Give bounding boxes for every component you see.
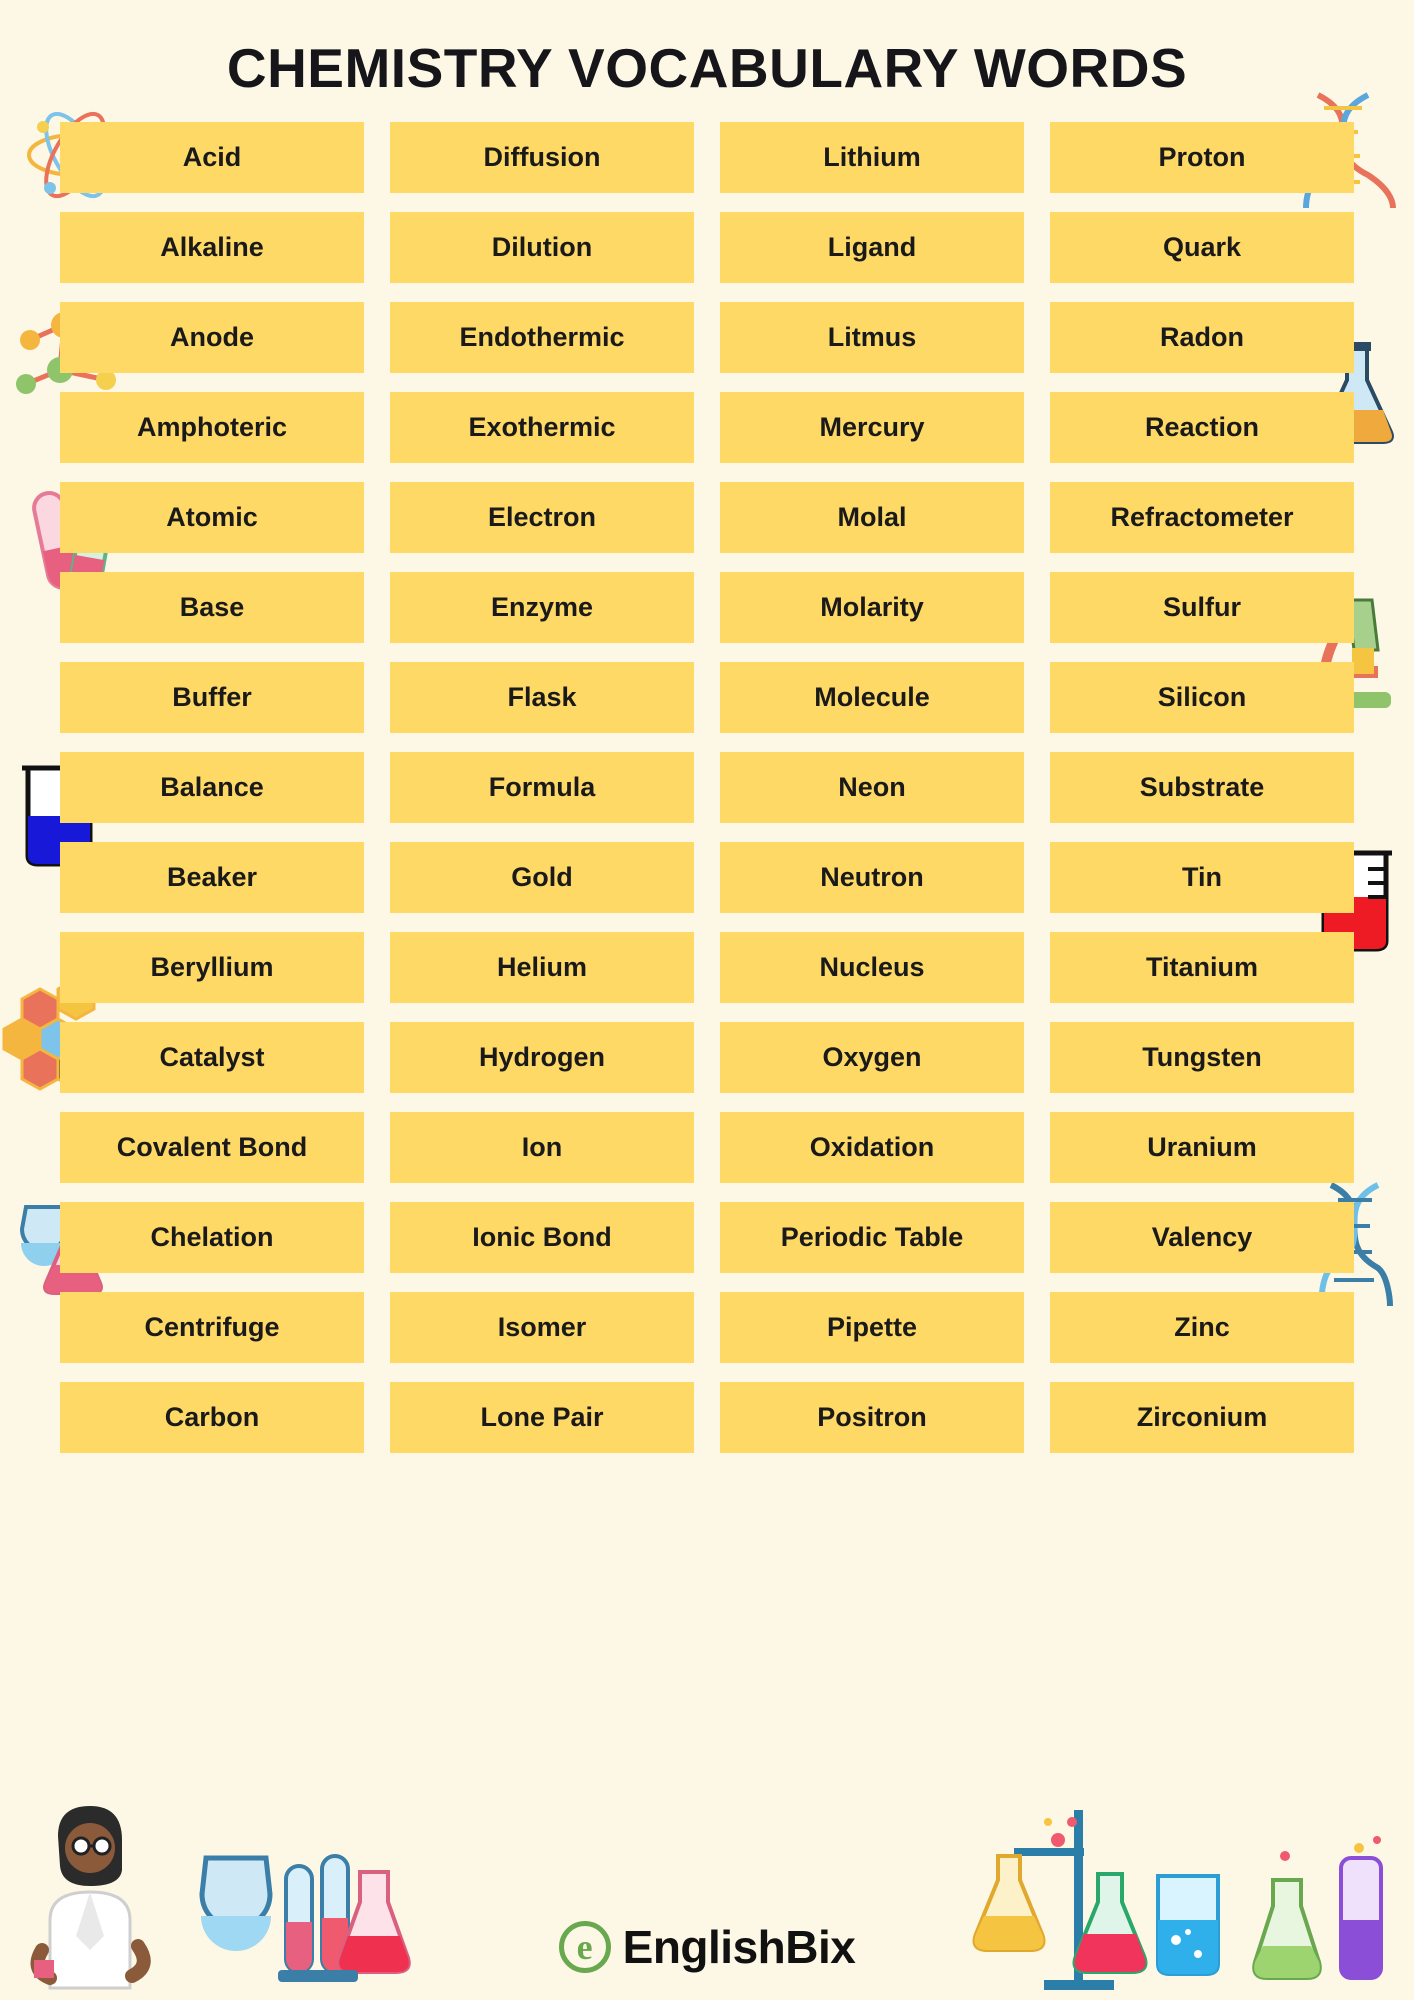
vocabulary-word: Refractometer	[1050, 482, 1354, 553]
vocabulary-word: Lithium	[720, 122, 1024, 193]
vocabulary-word: Centrifuge	[60, 1292, 364, 1363]
vocabulary-word: Neon	[720, 752, 1024, 823]
vocabulary-word: Exothermic	[390, 392, 694, 463]
vocabulary-word: Titanium	[1050, 932, 1354, 1003]
vocabulary-word: Electron	[390, 482, 694, 553]
vocabulary-word: Molarity	[720, 572, 1024, 643]
vocabulary-word: Radon	[1050, 302, 1354, 373]
vocabulary-word: Tin	[1050, 842, 1354, 913]
vocabulary-word: Oxygen	[720, 1022, 1024, 1093]
vocabulary-word: Reaction	[1050, 392, 1354, 463]
vocabulary-word: Alkaline	[60, 212, 364, 283]
vocabulary-word: Chelation	[60, 1202, 364, 1273]
vocabulary-word: Lone Pair	[390, 1382, 694, 1453]
vocabulary-word: Zirconium	[1050, 1382, 1354, 1453]
vocabulary-word: Litmus	[720, 302, 1024, 373]
vocabulary-word: Helium	[390, 932, 694, 1003]
englishbix-logo-icon: e	[559, 1921, 611, 1973]
vocabulary-word: Uranium	[1050, 1112, 1354, 1183]
vocabulary-word: Molal	[720, 482, 1024, 553]
vocabulary-word: Amphoteric	[60, 392, 364, 463]
vocabulary-grid	[0, 122, 1414, 1453]
vocabulary-word: Balance	[60, 752, 364, 823]
vocabulary-word: Beryllium	[60, 932, 364, 1003]
vocabulary-word: Catalyst	[60, 1022, 364, 1093]
vocabulary-word: Positron	[720, 1382, 1024, 1453]
vocabulary-word: Quark	[1050, 212, 1354, 283]
vocabulary-word: Acid	[60, 122, 364, 193]
vocabulary-word: Substrate	[1050, 752, 1354, 823]
vocabulary-word: Periodic Table	[720, 1202, 1024, 1273]
vocabulary-word: Pipette	[720, 1292, 1024, 1363]
brand-name: EnglishBix	[622, 1921, 856, 1973]
vocabulary-word: Anode	[60, 302, 364, 373]
vocabulary-word: Endothermic	[390, 302, 694, 373]
vocabulary-word: Hydrogen	[390, 1022, 694, 1093]
vocabulary-word: Dilution	[390, 212, 694, 283]
vocabulary-word: Beaker	[60, 842, 364, 913]
vocabulary-word: Enzyme	[390, 572, 694, 643]
vocabulary-word: Molecule	[720, 662, 1024, 733]
vocabulary-word: Proton	[1050, 122, 1354, 193]
brand-footer	[0, 1920, 1414, 1974]
vocabulary-word: Base	[60, 572, 364, 643]
vocabulary-word: Atomic	[60, 482, 364, 553]
vocabulary-word: Neutron	[720, 842, 1024, 913]
vocabulary-word: Mercury	[720, 392, 1024, 463]
vocabulary-word: Flask	[390, 662, 694, 733]
vocabulary-word: Ionic Bond	[390, 1202, 694, 1273]
vocabulary-word: Carbon	[60, 1382, 364, 1453]
vocabulary-word: Oxidation	[720, 1112, 1024, 1183]
vocabulary-word: Sulfur	[1050, 572, 1354, 643]
vocabulary-word: Zinc	[1050, 1292, 1354, 1363]
page-title: CHEMISTRY VOCABULARY WORDS	[226, 37, 1188, 99]
vocabulary-word: Valency	[1050, 1202, 1354, 1273]
vocabulary-word: Isomer	[390, 1292, 694, 1363]
vocabulary-word: Covalent Bond	[60, 1112, 364, 1183]
vocabulary-word: Gold	[390, 842, 694, 913]
vocabulary-word: Tungsten	[1050, 1022, 1354, 1093]
vocabulary-word: Ligand	[720, 212, 1024, 283]
vocabulary-word: Ion	[390, 1112, 694, 1183]
vocabulary-word: Silicon	[1050, 662, 1354, 733]
vocabulary-word: Diffusion	[390, 122, 694, 193]
vocabulary-word: Nucleus	[720, 932, 1024, 1003]
vocabulary-word: Buffer	[60, 662, 364, 733]
vocabulary-word: Formula	[390, 752, 694, 823]
